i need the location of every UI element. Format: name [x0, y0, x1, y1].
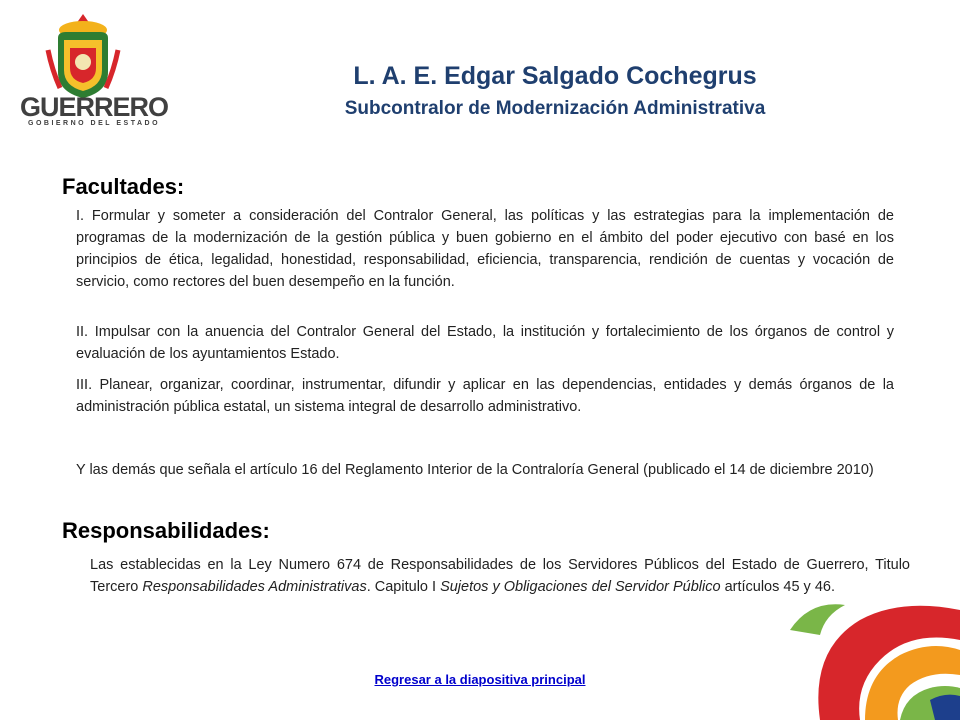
responsabilidades-heading: Responsabilidades:	[62, 518, 270, 543]
resp-text-2: . Capitulo I	[366, 579, 441, 595]
page-subtitle: Subcontralor de Modernización Administrativa	[344, 98, 766, 119]
page-title: L. A. E. Edgar Salgado Cochegrus	[353, 62, 757, 90]
facultad-iii: III. Planear, organizar, coordinar, instrumentar, difundir y aplicar en las dependencias, entidades y demás órganos de la administración pública estatal, un sistema integral de desarrollo administrativo.	[76, 377, 894, 415]
logo-wordmark: GUERRERO	[20, 92, 169, 122]
back-to-main-slide-link[interactable]: Regresar a la diapositiva principal	[374, 672, 586, 687]
resp-text-1: Las establecidas en la Ley Numero 674 de Responsabilidades de los Servidores Públicos del Estado de Guerrero, Titulo Tercero	[90, 557, 910, 595]
facultad-ii: II. Impulsar con la anuencia del Contralor General del Estado, la institución y fortalecimiento de los órganos de control y evaluación de los ayuntamientos Estado.	[76, 324, 894, 362]
facultades-heading: Facultades:	[62, 174, 185, 199]
resp-text-italic-1: Responsabilidades Administrativas	[142, 579, 367, 595]
facultad-i: I. Formular y someter a consideración del Contralor General, las políticas y las estrategias para la implementación de programas de la modernización de la gestión pública y buen gobierno en el ámbito del poder ejecutivo con basé en los principios de ética, legalidad, honestidad, responsabilidad, eficiencia, transparencia, rendición de cuentas y vocación de servicio, como rectores del buen desempeño en la función.	[76, 208, 894, 290]
facultades-note: Y las demás que señala el artículo 16 del Reglamento Interior de la Contraloría General (publicado el 14 de diciembre 2010)	[76, 462, 874, 478]
logo-subtitle: GOBIERNO DEL ESTADO	[28, 120, 161, 127]
responsabilidades-text	[90, 554, 910, 598]
resp-text-3: artículos 45 y 46.	[720, 579, 835, 595]
decorative-swoosh-graphic	[750, 580, 960, 720]
resp-text-italic-2: Sujetos y Obligaciones del Servidor Público	[440, 579, 721, 595]
